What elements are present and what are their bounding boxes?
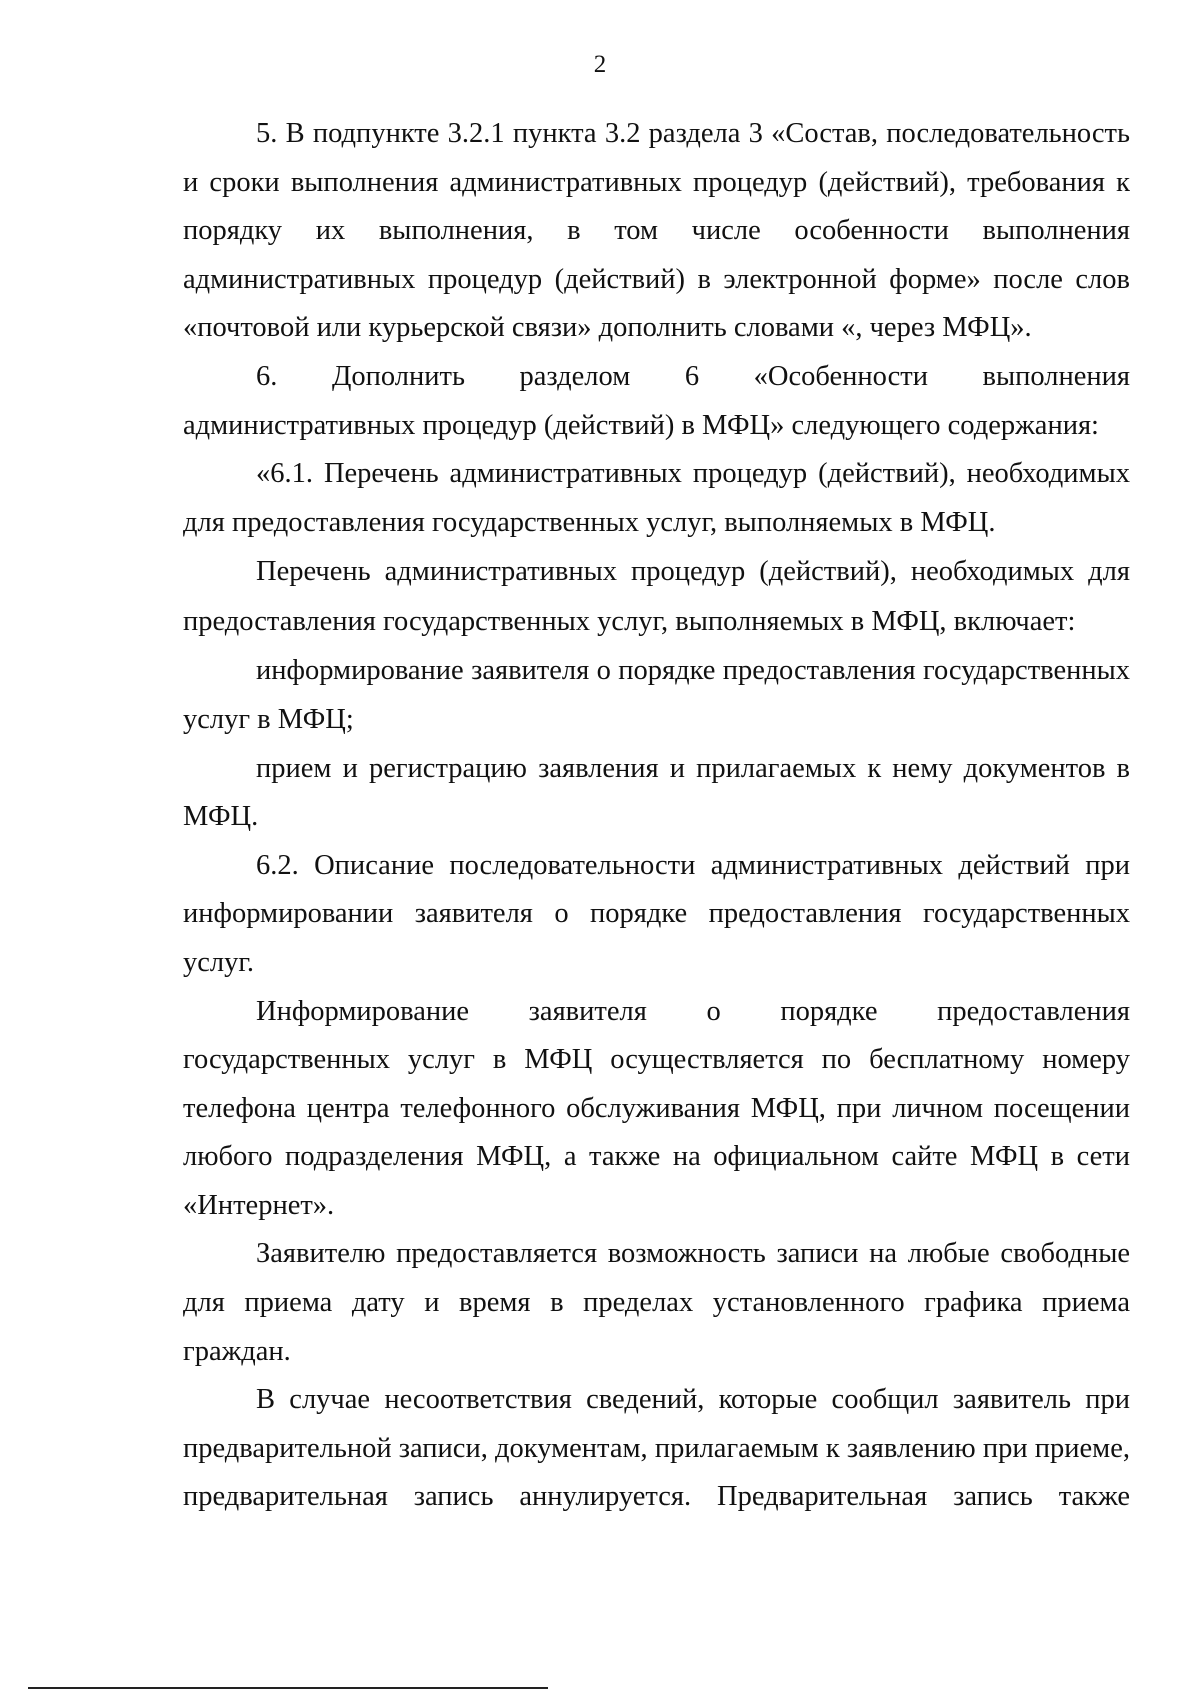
paragraph-item-5: 5. В подпункте 3.2.1 пункта 3.2 раздела 3 «Состав, последовательность и сроки выполнения административных процедур (действий), требования к порядку их выполнения, в том числе особенности выполнения административных процедур (действий) в электронной форме» после слов «почтовой или курьерской связи» дополнить словами «, через МФЦ». xyxy=(183,118,1130,344)
bottom-rule xyxy=(28,1687,548,1689)
paragraph-item-6: 6. Дополнить разделом 6 «Особенности выполнения административных процедур (действий) в МФЦ» следующего содержания: xyxy=(183,360,1130,441)
paragraph-record-cancellation: В случае несоответствия сведений, которые сообщил заявитель при предварительной записи, документам, прилагаемым к заявлению при приеме, предварительная запись аннулируется. Предварительная запись также xyxy=(183,1384,1130,1513)
paragraph-6-2: 6.2. Описание последовательности административных действий при информировании заявителя о порядке предоставления государственных услуг. xyxy=(183,849,1130,978)
page-number: 2 xyxy=(593,51,607,78)
paragraph-informing-channels: Информирование заявителя о порядке предоставления государственных услуг в МФЦ осуществляется по бесплатному номеру телефона центра телефонного обслуживания МФЦ, при личном посещении любого подразделения МФЦ, а также на официальном сайте МФЦ в сети «Интернет». xyxy=(183,995,1130,1221)
paragraph-list-item-reception: прием и регистрацию заявления и прилагаемых к нему документов в МФЦ. xyxy=(183,752,1130,833)
paragraph-list-intro: Перечень административных процедур (действий), необходимых для предоставления государственных услуг, выполняемых в МФЦ, включает: xyxy=(183,556,1130,638)
paragraph-preliminary-record: Заявителю предоставляется возможность записи на любые свободные для приема дату и время в пределах установленного графика приема граждан. xyxy=(183,1238,1130,1367)
paragraph-list-item-informing: информирование заявителя о порядке предоставления государственных услуг в МФЦ; xyxy=(183,655,1130,735)
paragraph-6-1: «6.1. Перечень административных процедур (действий), необходимых для предоставления государственных услуг, выполняемых в МФЦ. xyxy=(183,458,1130,538)
document-body xyxy=(183,110,1130,1522)
